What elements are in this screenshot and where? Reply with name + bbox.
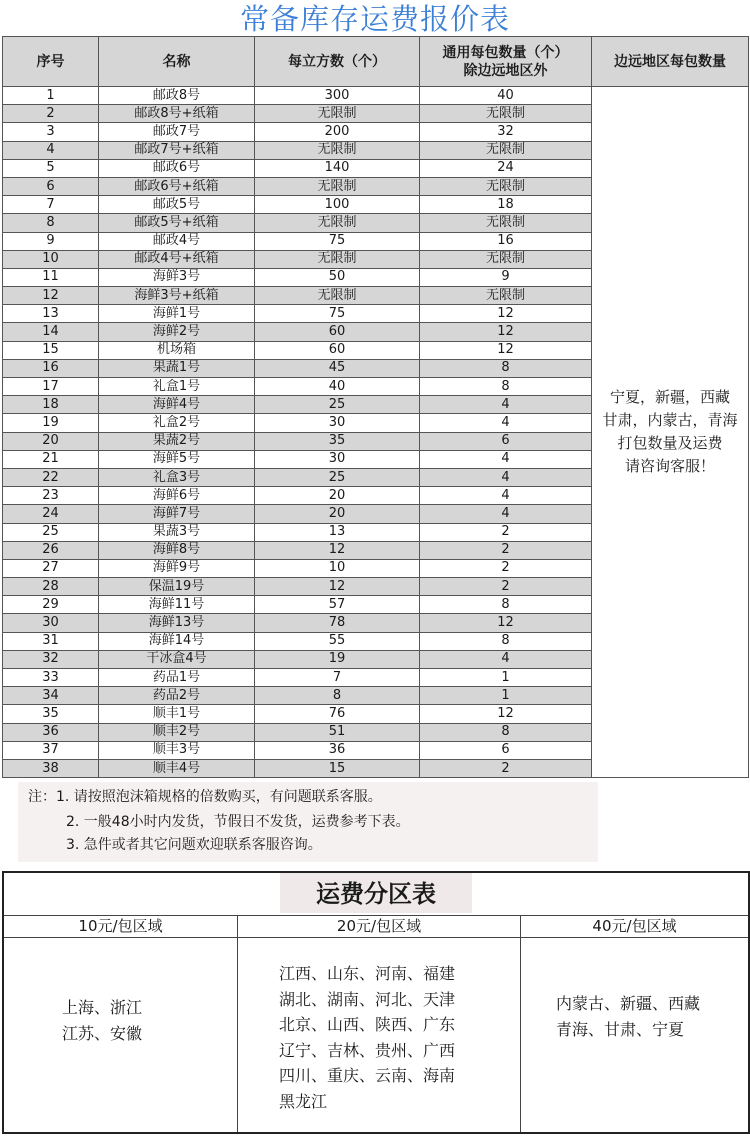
cell-no: 31 [3, 632, 99, 650]
cell-no: 11 [3, 268, 99, 286]
zone-20-line: 北京、山西、陕西、广东 [279, 1015, 456, 1034]
cell-per-cubic: 无限制 [255, 287, 420, 305]
cell-per-pack: 无限制 [420, 287, 592, 305]
cell-per-pack: 4 [420, 505, 592, 523]
cell-per-cubic: 76 [255, 705, 420, 723]
cell-per-pack: 12 [420, 305, 592, 323]
cell-per-pack: 6 [420, 432, 592, 450]
zone-10-line: 上海、浙江 [62, 998, 143, 1017]
cell-per-pack: 8 [420, 596, 592, 614]
cell-per-pack: 8 [420, 632, 592, 650]
cell-per-pack: 2 [420, 559, 592, 577]
remote-note-line: 甘肃，内蒙古，青海 [602, 411, 738, 430]
cell-name: 海鲜5号 [99, 450, 255, 468]
cell-per-pack: 2 [420, 541, 592, 559]
cell-name: 果蔬3号 [99, 523, 255, 541]
cell-per-cubic: 无限制 [255, 177, 420, 195]
cell-per-cubic: 13 [255, 523, 420, 541]
cell-per-pack: 16 [420, 232, 592, 250]
cell-per-pack: 8 [420, 723, 592, 741]
cell-no: 13 [3, 305, 99, 323]
cell-per-cubic: 8 [255, 687, 420, 705]
cell-no: 29 [3, 596, 99, 614]
cell-name: 邮政8号+纸箱 [99, 105, 255, 123]
cell-no: 37 [3, 741, 99, 759]
cell-per-pack: 2 [420, 578, 592, 596]
cell-per-cubic: 78 [255, 614, 420, 632]
zone-20-line: 辽宁、吉林、贵州、广西 [279, 1040, 456, 1060]
cell-name: 邮政6号+纸箱 [99, 177, 255, 195]
cell-per-pack: 32 [420, 123, 592, 141]
zone-20-line: 湖北、湖南、河北、天津 [279, 989, 456, 1009]
cell-per-pack: 1 [420, 687, 592, 705]
cell-no: 28 [3, 578, 99, 596]
cell-per-cubic: 25 [255, 396, 420, 414]
note-2: 2. 一般48小时内发货，节假日不发货，运费参考下表。 [66, 814, 410, 830]
cell-per-pack: 2 [420, 759, 592, 777]
zone-40-header: 40元/包区域 [592, 917, 677, 935]
cell-no: 35 [3, 705, 99, 723]
cell-name: 邮政5号+纸箱 [99, 214, 255, 232]
cell-per-pack: 12 [420, 341, 592, 359]
cell-per-cubic: 15 [255, 759, 420, 777]
zone-20-line: 江西、山东、河南、福建 [279, 964, 456, 983]
cell-name: 邮政7号 [99, 123, 255, 141]
cell-name: 顺丰2号 [99, 723, 255, 741]
cell-per-pack: 8 [420, 359, 592, 377]
cell-per-cubic: 35 [255, 432, 420, 450]
zone-40-line: 内蒙古、新疆、西藏 [556, 994, 701, 1013]
zone-20-line: 黑龙江 [279, 1091, 328, 1111]
cell-per-cubic: 7 [255, 669, 420, 687]
cell-name: 海鲜3号+纸箱 [99, 287, 255, 305]
cell-no: 34 [3, 687, 99, 705]
cell-name: 海鲜1号 [99, 305, 255, 323]
cell-per-cubic: 60 [255, 323, 420, 341]
cell-per-pack: 12 [420, 614, 592, 632]
zone-20-header: 20元/包区域 [336, 917, 422, 935]
page-title: 常备库存运费报价表 [239, 2, 510, 36]
cell-per-pack: 12 [420, 323, 592, 341]
cell-name: 海鲜11号 [99, 596, 255, 614]
cell-per-pack: 6 [420, 741, 592, 759]
cell-no: 22 [3, 468, 99, 486]
stock-table [2, 36, 749, 778]
cell-no: 33 [3, 669, 99, 687]
cell-no: 7 [3, 196, 99, 214]
cell-per-pack: 4 [420, 414, 592, 432]
cell-no: 38 [3, 759, 99, 777]
notes-section [0, 778, 750, 864]
cell-per-cubic: 无限制 [255, 214, 420, 232]
cell-no: 4 [3, 141, 99, 159]
cell-per-pack: 12 [420, 705, 592, 723]
cell-no: 23 [3, 487, 99, 505]
zone-20-regions [279, 961, 455, 1114]
cell-per-cubic: 12 [255, 541, 420, 559]
cell-no: 21 [3, 450, 99, 468]
cell-per-cubic: 36 [255, 741, 420, 759]
cell-no: 14 [3, 323, 99, 341]
cell-per-cubic: 12 [255, 578, 420, 596]
cell-name: 海鲜13号 [99, 614, 255, 632]
cell-no: 19 [3, 414, 99, 432]
cell-no: 25 [3, 523, 99, 541]
cell-per-cubic: 40 [255, 378, 420, 396]
cell-per-cubic: 30 [255, 450, 420, 468]
cell-no: 1 [3, 87, 99, 105]
cell-no: 10 [3, 250, 99, 268]
cell-per-cubic: 51 [255, 723, 420, 741]
cell-per-cubic: 25 [255, 468, 420, 486]
cell-per-pack: 4 [420, 487, 592, 505]
cell-no: 20 [3, 432, 99, 450]
cell-per-cubic: 20 [255, 487, 420, 505]
cell-per-pack: 无限制 [420, 250, 592, 268]
cell-name: 海鲜3号 [99, 268, 255, 286]
cell-name: 海鲜4号 [99, 396, 255, 414]
cell-per-cubic: 60 [255, 341, 420, 359]
cell-name: 邮政4号+纸箱 [99, 250, 255, 268]
cell-name: 礼盒3号 [99, 468, 255, 486]
cell-name: 机场箱 [99, 341, 255, 359]
cell-per-cubic: 55 [255, 632, 420, 650]
zone-divider-right [520, 915, 521, 1132]
zone-title: 运费分区表 [316, 880, 436, 908]
cell-per-cubic: 无限制 [255, 105, 420, 123]
note-3: 3. 急件或者其它问题欢迎联系客服咨询。 [66, 837, 322, 853]
cell-per-pack: 8 [420, 378, 592, 396]
cell-per-pack: 18 [420, 196, 592, 214]
cell-name: 药品2号 [99, 687, 255, 705]
cell-per-cubic: 30 [255, 414, 420, 432]
cell-no: 15 [3, 341, 99, 359]
cell-per-pack: 2 [420, 523, 592, 541]
cell-per-cubic: 20 [255, 505, 420, 523]
cell-per-pack: 4 [420, 650, 592, 668]
cell-no: 6 [3, 177, 99, 195]
cell-no: 32 [3, 650, 99, 668]
header-per-pack-line2: 除边远地区外 [463, 62, 548, 79]
cell-no: 12 [3, 287, 99, 305]
header-per-cubic: 每立方数（个） [255, 37, 420, 87]
cell-name: 礼盒1号 [99, 378, 255, 396]
cell-name: 顺丰1号 [99, 705, 255, 723]
cell-per-cubic: 50 [255, 268, 420, 286]
cell-no: 36 [3, 723, 99, 741]
cell-name: 海鲜14号 [99, 632, 255, 650]
cell-name: 药品1号 [99, 669, 255, 687]
cell-name: 干冰盒4号 [99, 650, 255, 668]
header-name: 名称 [99, 37, 255, 87]
cell-per-pack: 4 [420, 450, 592, 468]
cell-no: 5 [3, 159, 99, 177]
cell-no: 26 [3, 541, 99, 559]
cell-name: 保温19号 [99, 578, 255, 596]
zone-10-header: 10元/包区域 [78, 917, 163, 935]
cell-name: 海鲜9号 [99, 559, 255, 577]
cell-per-pack: 4 [420, 468, 592, 486]
cell-name: 邮政4号 [99, 232, 255, 250]
header-per-pack-line1: 通用每包数量（个） [442, 44, 569, 61]
cell-name: 海鲜7号 [99, 505, 255, 523]
cell-per-pack: 无限制 [420, 105, 592, 123]
cell-name: 顺丰3号 [99, 741, 255, 759]
cell-no: 8 [3, 214, 99, 232]
cell-name: 海鲜8号 [99, 541, 255, 559]
cell-per-cubic: 无限制 [255, 250, 420, 268]
remote-area-note [592, 87, 749, 778]
cell-per-cubic: 75 [255, 232, 420, 250]
cell-no: 17 [3, 378, 99, 396]
cell-per-pack: 1 [420, 669, 592, 687]
zone-40-regions [556, 991, 700, 1043]
cell-name: 海鲜2号 [99, 323, 255, 341]
remote-note-line: 打包数量及运费 [617, 434, 723, 453]
cell-no: 3 [3, 123, 99, 141]
zone-10-line: 江苏、安徽 [62, 1024, 143, 1043]
cell-no: 30 [3, 614, 99, 632]
cell-per-pack: 9 [420, 268, 592, 286]
note-1: 注：1. 请按照泡沫箱规格的倍数购买，有问题联系客服。 [28, 789, 382, 805]
cell-per-cubic: 100 [255, 196, 420, 214]
cell-per-pack: 无限制 [420, 177, 592, 195]
cell-per-cubic: 200 [255, 123, 420, 141]
table-header-row [3, 37, 749, 87]
zone-divider-header [4, 937, 748, 938]
cell-per-cubic: 140 [255, 159, 420, 177]
zone-10-regions [62, 995, 142, 1047]
zone-divider-left [237, 915, 238, 1132]
shipping-zone-table [2, 871, 750, 1134]
cell-per-cubic: 45 [255, 359, 420, 377]
header-per-pack [420, 37, 592, 87]
cell-name: 邮政7号+纸箱 [99, 141, 255, 159]
remote-note-line: 宁夏，新疆，西藏 [609, 388, 730, 407]
cell-name: 顺丰4号 [99, 759, 255, 777]
cell-name: 邮政5号 [99, 196, 255, 214]
cell-no: 24 [3, 505, 99, 523]
cell-per-pack: 无限制 [420, 141, 592, 159]
cell-per-cubic: 57 [255, 596, 420, 614]
cell-no: 27 [3, 559, 99, 577]
cell-per-pack: 24 [420, 159, 592, 177]
cell-name: 果蔬2号 [99, 432, 255, 450]
cell-per-cubic: 19 [255, 650, 420, 668]
cell-name: 果蔬1号 [99, 359, 255, 377]
cell-no: 2 [3, 105, 99, 123]
header-remote: 边远地区每包数量 [592, 37, 749, 87]
cell-per-cubic: 10 [255, 559, 420, 577]
cell-name: 礼盒2号 [99, 414, 255, 432]
cell-no: 9 [3, 232, 99, 250]
cell-per-pack: 无限制 [420, 214, 592, 232]
cell-name: 海鲜6号 [99, 487, 255, 505]
cell-no: 18 [3, 396, 99, 414]
zone-40-line: 青海、甘肃、宁夏 [556, 1020, 685, 1039]
remote-note-line: 请咨询客服！ [624, 457, 715, 476]
cell-no: 16 [3, 359, 99, 377]
zone-20-line: 四川、重庆、云南、海南 [279, 1066, 456, 1085]
cell-name: 邮政6号 [99, 159, 255, 177]
cell-per-cubic: 无限制 [255, 141, 420, 159]
cell-per-cubic: 300 [255, 87, 420, 105]
table-row [3, 87, 749, 105]
cell-per-pack: 40 [420, 87, 592, 105]
cell-per-pack: 4 [420, 396, 592, 414]
cell-per-cubic: 75 [255, 305, 420, 323]
header-no: 序号 [3, 37, 99, 87]
cell-name: 邮政8号 [99, 87, 255, 105]
